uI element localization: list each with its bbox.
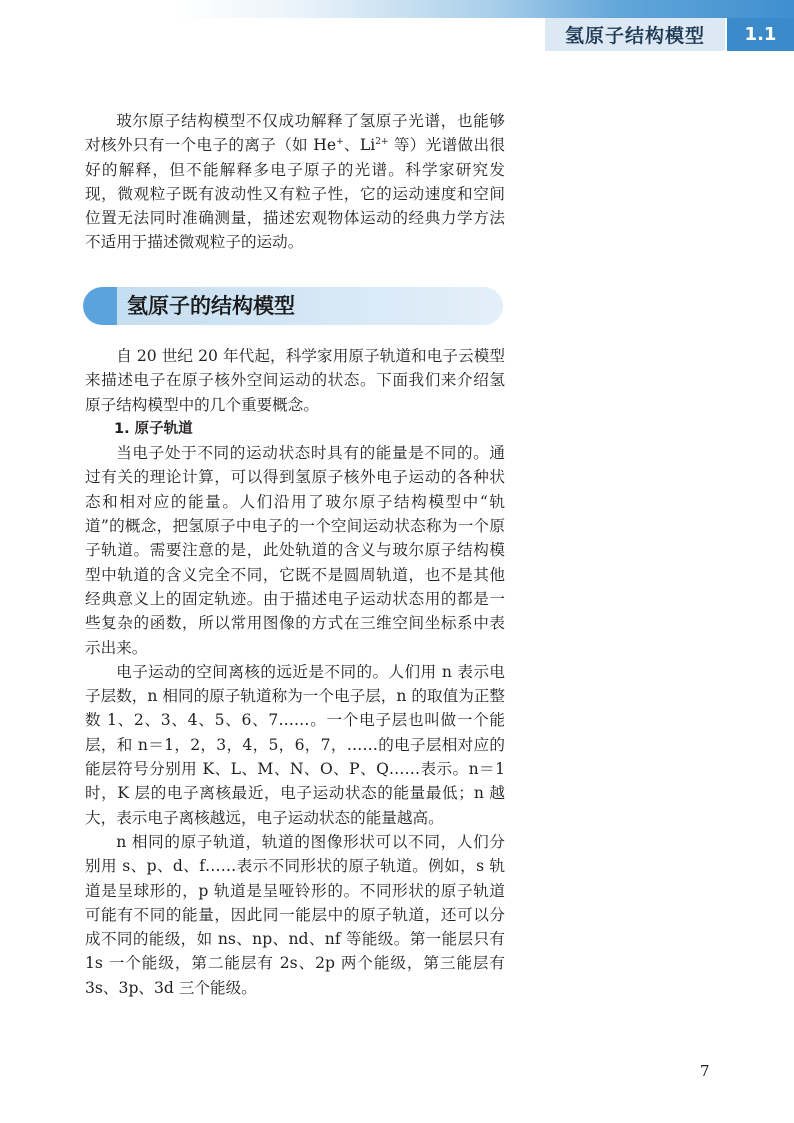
section-paragraph-4: n 相同的原子轨道，轨道的图像形状可以不同，人们分别用 s、p、d、f……表示不同形状的原子轨道。例如，s 轨道是呈球形的，p 轨道是呈哑铃形的。不同形状的原子轨道可能有不同的能量，因此同一能层中的原子轨道，还可以分成不同的能级，如 ns、np、nd、nf 等能级。第一能层只有 1s 一个能级，第二能层有 2s、2p 两个能级，第三能层有 3s、3p、3d 三个能级。	[85, 832, 505, 997]
subheading-atomic-orbital: 1. 原子轨道	[114, 420, 193, 437]
section-heading-banner	[83, 287, 503, 325]
section-heading-title: 氢原子的结构模型	[127, 294, 295, 318]
intro-text-part-2: 、Li	[343, 136, 376, 155]
section-body	[85, 344, 505, 1000]
intro-text-part-3: 等）光谱做出很好的解释，但不能解释多电子原子的光谱。科学家研究发现，微观粒子既有波动性又有粒子性，它的运动速度和空间位置无法同时准确测量，描述宏观物体运动的经典力学方法不适用于描述微观粒子的运动。	[85, 136, 505, 252]
section-paragraph-2: 当电子处于不同的运动状态时具有的能量是不同的。通过有关的理论计算，可以得到氢原子核外电子运动的各种状态和相对应的能量。人们沿用了玻尔原子结构模型中“轨道”的概念，把氢原子中电子的一个空间运动状态称为一个原子轨道。需要注意的是，此处轨道的含义与玻尔原子结构模型中轨道的含义完全不同，它既不是圆周轨道，也不是其他经典意义上的固定轨迹。由于描述电子运动状态用的都是一些复杂的函数，所以常用图像的方式在三维空间坐标系中表示出来。	[85, 444, 505, 657]
intro-paragraph	[85, 109, 505, 255]
intro-text	[85, 109, 505, 255]
header-section-title: 氢原子结构模型	[545, 18, 725, 51]
page-number: 7	[700, 1062, 710, 1080]
intro-text-part-1: 玻尔原子结构模型不仅成功解释了氢原子光谱，也能够对核外只有一个电子的离子（如 He	[85, 112, 505, 155]
he-charge: +	[336, 137, 344, 148]
section-paragraph-3: 电子运动的空间离核的远近是不同的。人们用 n 表示电子层数，n 相同的原子轨道称为一个电子层，n 的取值为正整数 1、2、3、4、5、6、7……。一个电子层也叫做一个能层，和 n＝1，2，3，4，5，6，7，……的电子层相对应的能层符号分别用 K、L、M、N、O、P、Q……表示。n＝1 时，K 层的电子离核最近，电子运动状态的能量最低；n 越大，表示电子离核越远，电子运动状态的能量越高。	[85, 662, 505, 827]
li-charge: 2+	[375, 137, 389, 148]
header-section-number: 1.1	[727, 18, 794, 51]
section-paragraph-1: 自 20 世纪 20 年代起，科学家用原子轨道和电子云模型来描述电子在原子核外空间运动的状态。下面我们来介绍氢原子结构模型中的几个重要概念。	[85, 347, 505, 414]
section-heading-accent	[83, 287, 117, 325]
header-gradient-bar	[0, 0, 794, 18]
